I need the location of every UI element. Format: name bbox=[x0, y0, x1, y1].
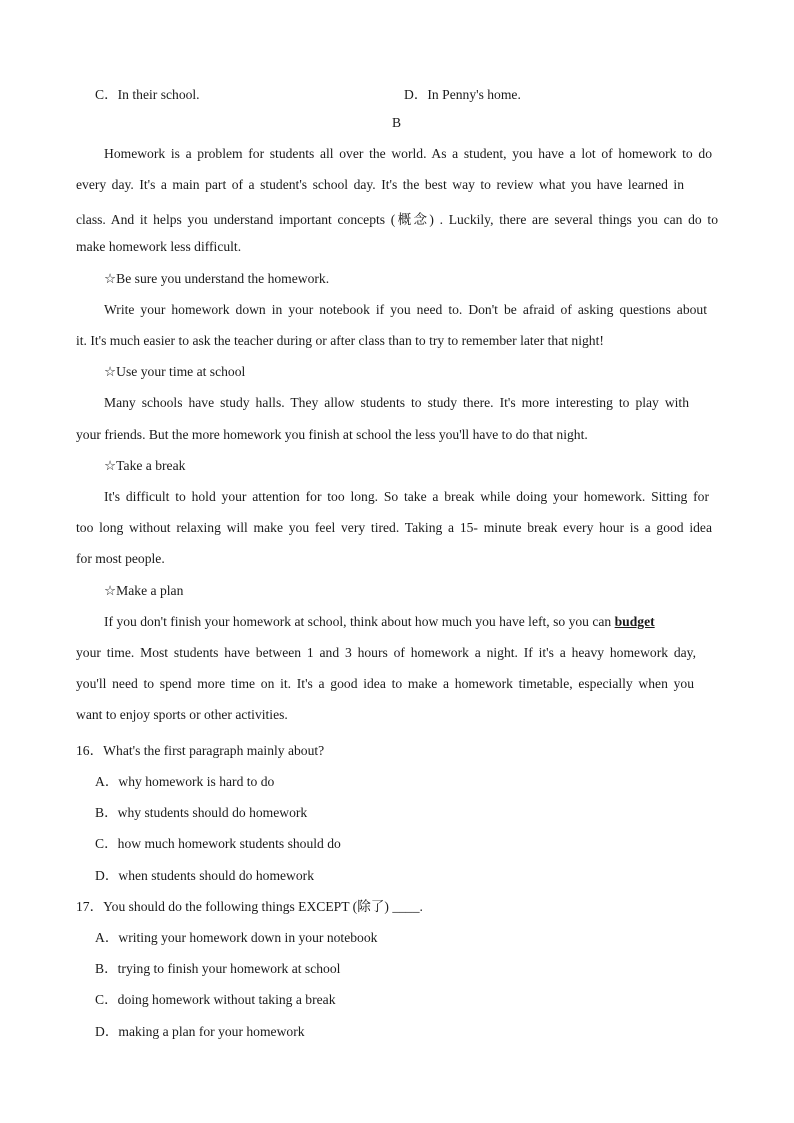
tip-text-line bbox=[104, 614, 655, 630]
option-d-prev: D．In Penny's home. bbox=[404, 87, 521, 102]
tip-text-line: it. It's much easier to ask the teacher during or after class than to try to remember later that night! bbox=[76, 333, 604, 348]
intro-line: class. And it helps you understand important concepts (概念) . Luckily, there are several things you can do to bbox=[76, 212, 718, 227]
question-stem: 17．You should do the following things EXCEPT (除了) ____. bbox=[76, 899, 423, 914]
answer-option[interactable]: D．making a plan for your homework bbox=[95, 1024, 305, 1039]
tip-text-line: want to enjoy sports or other activities. bbox=[76, 707, 288, 722]
keyword-budget: budget bbox=[614, 614, 655, 629]
tip-text-line: your friends. But the more homework you finish at school the less you'll have to do that night. bbox=[76, 427, 588, 442]
answer-option[interactable]: B．why students should do homework bbox=[95, 805, 308, 820]
tip-text-line: too long without relaxing will make you feel very tired. Taking a 15- minute break every hour is a good idea bbox=[76, 520, 712, 535]
question-stem: 16．What's the first paragraph mainly about? bbox=[76, 743, 325, 758]
tip-heading: ☆Be sure you understand the homework. bbox=[104, 271, 330, 286]
tip-text-line: for most people. bbox=[76, 551, 165, 566]
option-c-prev: C．In their school. bbox=[95, 87, 200, 102]
passage-label: B bbox=[392, 115, 402, 130]
answer-option[interactable]: A．why homework is hard to do bbox=[95, 774, 275, 789]
tip-heading: ☆Take a break bbox=[104, 458, 186, 473]
intro-line: every day. It's a main part of a student's school day. It's the best way to review what you have learned in bbox=[76, 177, 684, 192]
answer-option[interactable]: C．how much homework students should do bbox=[95, 836, 341, 851]
intro-line: make homework less difficult. bbox=[76, 239, 242, 254]
answer-option[interactable]: D．when students should do homework bbox=[95, 868, 314, 883]
tip-text-line: your time. Most students have between 1 and 3 hours of homework a night. If it's a heavy homework day, bbox=[76, 645, 696, 660]
tip-text-line: It's difficult to hold your attention for too long. So take a break while doing your homework. Sitting for bbox=[104, 489, 709, 504]
tip-heading: ☆Use your time at school bbox=[104, 364, 246, 379]
tip-text-line: you'll need to spend more time on it. It's a good idea to make a homework timetable, especially when you bbox=[76, 676, 694, 691]
intro-line: Homework is a problem for students all over the world. As a student, you have a lot of homework to do bbox=[104, 146, 712, 161]
answer-option[interactable]: A．writing your homework down in your notebook bbox=[95, 930, 378, 945]
answer-option[interactable]: B．trying to finish your homework at school bbox=[95, 961, 341, 976]
tip-text-segment: If you don't finish your homework at school, think about how much you have left, so you can bbox=[104, 614, 615, 629]
answer-option[interactable]: C．doing homework without taking a break bbox=[95, 992, 336, 1007]
tip-text-line: Write your homework down in your notebook if you need to. Don't be afraid of asking questions about bbox=[104, 302, 707, 317]
tip-text-line: Many schools have study halls. They allow students to study there. It's more interesting to play with bbox=[104, 395, 689, 410]
tip-heading: ☆Make a plan bbox=[104, 583, 184, 598]
